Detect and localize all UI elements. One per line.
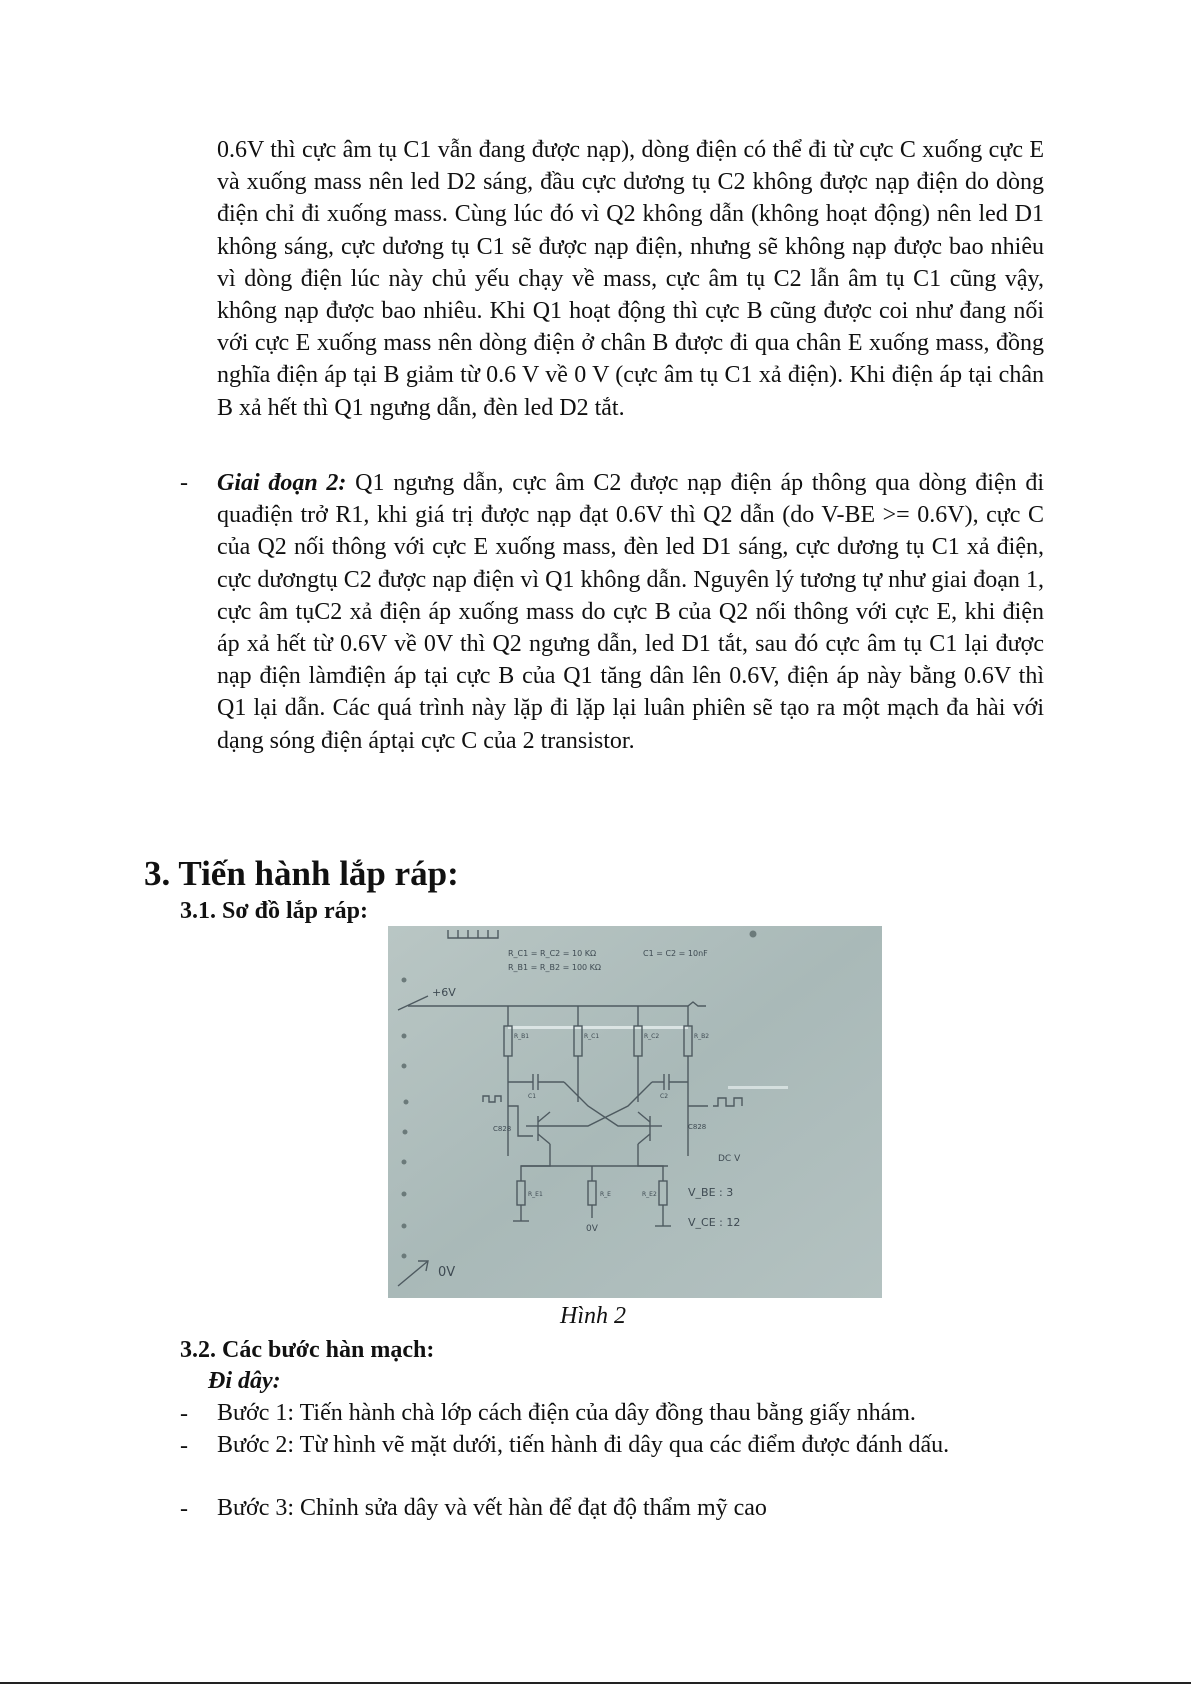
label-c1: C1 (528, 1093, 537, 1100)
step-3-bullet: - (180, 1496, 188, 1522)
stage2-bullet: - (180, 470, 188, 496)
label-capacitor-note: C1 = C2 = 10nF (643, 949, 708, 958)
label-vbe: V_BE : 3 (688, 1186, 734, 1199)
section-3-2-heading: 3.2. Các bước hàn mạch: (180, 1337, 435, 1363)
label-rb2: R_B2 (694, 1033, 710, 1040)
figure-caption: Hình 2 (560, 1303, 626, 1329)
circuit-whiteboard-photo (388, 926, 882, 1298)
step-2-bullet: - (180, 1433, 188, 1459)
step-3: Bước 3: Chỉnh sửa dây và vết hàn để đạt độ thẩm mỹ cao (217, 1495, 767, 1521)
section-3-1-heading: 3.1. Sơ đồ lắp ráp: (180, 898, 368, 924)
label-re: R_E (600, 1191, 611, 1198)
label-transistor-right: C828 (688, 1123, 707, 1131)
label-ground-mid: 0V (586, 1224, 598, 1234)
step-1: Bước 1: Tiến hành chà lớp cách điện của dây đồng thau bằng giấy nhám. (217, 1400, 916, 1426)
page-bottom-rule (0, 1682, 1191, 1684)
label-ground: 0V (438, 1265, 456, 1280)
section-3-heading: 3. Tiến hành lắp ráp: (144, 854, 459, 893)
paragraph-stage1-continuation: 0.6V thì cực âm tụ C1 vẫn đang được nạp), dòng điện có thể đi từ cực C xuống cực E và xuống mass nên led D2 sáng, đầu cực dương tụ C2 không được nạp điện do dòng điện chỉ đi xuống mass. Cùng lúc đó vì Q2 không dẫn (không hoạt động) nên led D1 không sáng, cực dương tụ C1 sẽ được nạp điện, nhưng sẽ không nạp được bao nhiêu vì dòng điện lúc này chủ yếu chạy về mass, cực âm tụ C2 lẫn âm tụ C1 cũng vậy, không nạp được bao nhiêu. Khi Q1 hoạt động thì cực B cũng được coi như đang nối với cực E xuống mass nên dòng điện ở chân B được đi qua chân E xuống mass, đồng nghĩa điện áp tại B giảm từ 0.6 V về 0 V (cực âm tụ C1 xả điện). Khi điện áp tại chân B xả hết thì Q1 ngưng dẫn, đèn led D2 tắt. (217, 137, 1044, 421)
label-vce: V_CE : 12 (688, 1216, 741, 1229)
stage2-text: Q1 ngưng dẫn, cực âm C2 được nạp điện áp thông qua dòng điện đi quađiện trở R1, khi giá trị được nạp đạt 0.6V thì Q2 dẫn (do V-BE >= 0.6V), cực C của Q2 nối thông với cực E xuống mass, đèn led D1 sáng, cực dương tụ C1 xả điện, cực dươngtụ C2 được nạp điện vì Q1 không dẫn. Nguyên lý tương tự như giai đoạn 1, cực âm tụC2 xả điện áp xuống mass do cực B của Q2 nối thông với cực E, khi điện áp xả hết từ 0.6V về 0V thì Q2 ngưng dẫn, led D1 tắt, sau đó cực âm tụ C1 lại được nạp điện làmđiện áp tại cực B của Q1 tăng dân lên 0.6V, điện áp này bằng 0.6V thì Q1 lại dẫn. Các quá trình này lặp đi lặp lại luân phiên sẽ tạo ra một mạch đa hài với dạng sóng điện áptại cực C của 2 transistor. (217, 470, 1044, 754)
stage2-label: Giai đoạn 2: (217, 470, 347, 496)
label-resistor-note-b: R_B1 = R_B2 = 100 KΩ (508, 963, 602, 972)
label-rb1: R_B1 (514, 1033, 530, 1040)
label-dc: DC V (718, 1154, 741, 1164)
label-re1: R_E1 (528, 1191, 543, 1198)
label-re2: R_E2 (642, 1191, 657, 1198)
label-rc1: R_C1 (584, 1033, 600, 1040)
label-c2: C2 (660, 1093, 669, 1100)
label-rc2: R_C2 (644, 1033, 660, 1040)
step-2: Bước 2: Từ hình vẽ mặt dưới, tiến hành đi dây qua các điểm được đánh dấu. (217, 1432, 950, 1458)
label-resistor-note-a: R_C1 = R_C2 = 10 KΩ (508, 949, 597, 958)
wiring-label: Đi dây: (208, 1368, 281, 1394)
step-1-bullet: - (180, 1401, 188, 1427)
paragraph-stage2 (217, 467, 1044, 757)
label-transistor-left: C828 (493, 1125, 512, 1133)
label-supply: +6V (432, 986, 456, 999)
